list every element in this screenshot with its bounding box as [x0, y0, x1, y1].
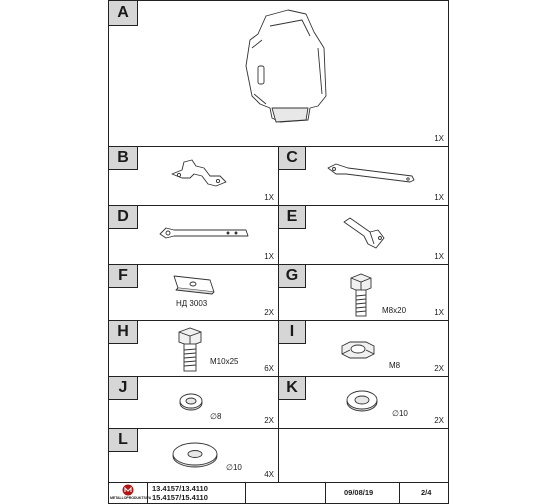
document-date: 09/08/19 [344, 488, 374, 497]
part-f-label: НД 3003 [176, 299, 208, 308]
part-letter-c: C [279, 147, 306, 170]
brand-logo-icon [121, 484, 135, 496]
page-number: 2/4 [421, 488, 432, 497]
product-code-line1: 13.4157/13.4110 [152, 484, 208, 493]
part-g-label: M8x20 [382, 306, 407, 315]
part-d-flat-bar-drawing [158, 224, 250, 242]
part-l-label: ∅10 [226, 463, 242, 472]
part-a-skid-plate-drawing [240, 8, 330, 133]
part-f-plate-drawing [170, 272, 220, 296]
part-letter-j: J [109, 377, 138, 400]
part-f-qty: 2X [264, 308, 274, 317]
part-k-label: ∅10 [392, 409, 408, 418]
part-c-qty: 1X [434, 193, 444, 202]
part-h-bolt-drawing [177, 326, 203, 372]
part-letter-a: A [109, 1, 138, 26]
part-letter-h: H [109, 321, 138, 344]
part-j-washer-drawing [178, 392, 204, 412]
part-l-qty: 4X [264, 470, 274, 479]
part-letter-b: B [109, 147, 138, 170]
part-k-washer-drawing [344, 388, 380, 414]
part-d-qty: 1X [264, 252, 274, 261]
part-h-label: M10x25 [210, 357, 239, 366]
part-letter-g: G [279, 265, 306, 288]
part-letter-i: I [279, 321, 306, 344]
part-l-washer-drawing [170, 440, 220, 470]
part-letter-l: L [109, 429, 138, 452]
part-j-label: ∅8 [210, 412, 222, 421]
part-letter-k: K [279, 377, 306, 400]
part-i-qty: 2X [434, 364, 444, 373]
part-g-bolt-drawing [349, 272, 373, 318]
part-e-angle-bracket-drawing [340, 214, 390, 250]
product-code-line2: 15.4157/15.4110 [152, 493, 208, 502]
part-b-qty: 1X [264, 193, 274, 202]
part-k-qty: 2X [434, 416, 444, 425]
part-b-bracket-drawing [170, 156, 230, 190]
part-i-nut-drawing [340, 340, 376, 362]
part-e-qty: 1X [434, 252, 444, 261]
part-a-qty: 1X [434, 134, 444, 143]
part-h-qty: 6X [264, 364, 274, 373]
part-letter-d: D [109, 206, 138, 229]
part-g-qty: 1X [434, 308, 444, 317]
part-letter-e: E [279, 206, 306, 229]
brand-name: METALLOPRODUKTSIYA [110, 496, 152, 500]
part-i-label: M8 [389, 361, 401, 370]
part-j-qty: 2X [264, 416, 274, 425]
part-letter-f: F [109, 265, 138, 288]
part-c-strip-bracket-drawing [326, 160, 418, 184]
